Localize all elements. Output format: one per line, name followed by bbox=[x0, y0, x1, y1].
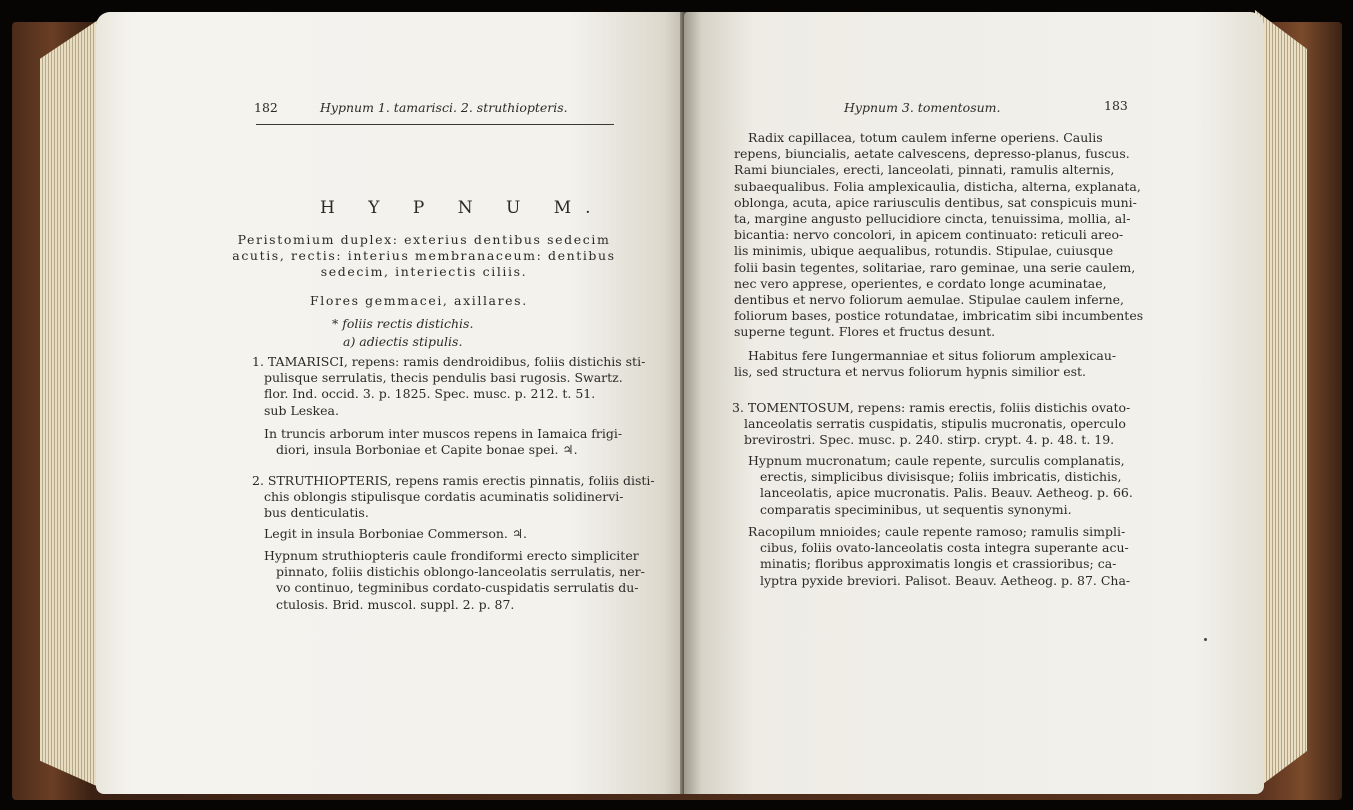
description-line: lis minimis, ubique aequalibus, rotundis. Stipulae, cuiusque bbox=[734, 243, 1114, 259]
description-line: bicantia: nervo concolori, in apicem continuato: reticuli areo- bbox=[734, 227, 1124, 243]
description-line: foliorum bases, postice rotundatae, imbricatim sibi incumbentes bbox=[734, 308, 1144, 324]
species-entry-tamarisci bbox=[252, 354, 645, 419]
entry-line: 1. TAMARISCI, repens: ramis dendroidibus, foliis distichis sti- bbox=[252, 354, 646, 369]
habitus-line: lis, sed structura et nervus foliorum hypnis similior est. bbox=[734, 364, 1087, 380]
synonym-line: comparatis speciminibus, ut sequentis synonymi. bbox=[760, 501, 1072, 517]
description-line: nec vero apprese, operientes, e cordato longe acuminatae, bbox=[734, 275, 1107, 291]
description-line: superne tegunt. Flores et fructus desunt. bbox=[734, 324, 996, 340]
ink-spot bbox=[1204, 638, 1207, 641]
description-line: repens, biuncialis, aetate calvescens, depresso-planus, fuscus. bbox=[734, 146, 1130, 162]
entry-line: bus denticulatis. bbox=[264, 505, 369, 521]
entry-line: 3. TOMENTOSUM, repens: ramis erectis, foliis distichis ovato- bbox=[732, 400, 1131, 415]
synonym-line: cibus, foliis ovato-lanceolatis costa integra superante acu- bbox=[760, 540, 1129, 556]
peristome-description bbox=[224, 232, 624, 281]
right-page bbox=[684, 12, 1264, 794]
description-line: subaequalibus. Folia amplexicaulia, disticha, alterna, explanata, bbox=[734, 178, 1141, 194]
entry-line: 2. STRUTHIOPTERIS, repens ramis erectis pinnatis, foliis disti- bbox=[252, 473, 655, 488]
description-line: dentibus et nervo foliorum aemulae. Stipulae caulem inferne, bbox=[734, 292, 1125, 308]
peristome-line: Peristomium duplex: exterius dentibus sedecim bbox=[237, 232, 611, 247]
peristome-line: sedecim, interiectis ciliis. bbox=[320, 264, 528, 280]
species-entry-tomentosum bbox=[732, 400, 1130, 449]
description-line: ta, margine angusto pellucidiore cincta, tenuissima, mollia, al- bbox=[734, 211, 1131, 227]
description-line: Rami biunciales, erecti, lanceolati, pinnati, ramulis alternis, bbox=[734, 162, 1115, 178]
synonym-line: ctulosis. Brid. muscol. suppl. 2. p. 87. bbox=[276, 596, 515, 612]
species-entry-struthiopteris bbox=[252, 473, 655, 522]
right-page-number: 183 bbox=[1104, 98, 1128, 113]
synonym-line: Hypnum struthiopteris caule frondiformi erecto simpliciter bbox=[264, 548, 639, 563]
entry-line: chis oblongis stipulisque cordatis acuminatis solidinervi- bbox=[264, 489, 624, 505]
section-heading-b: a) adiectis stipulis. bbox=[343, 334, 463, 349]
left-page-number: 182 bbox=[254, 100, 278, 115]
genus-title: H Y P N U M. bbox=[320, 198, 605, 218]
synonym-line: lanceolatis, apice mucronatis. Palis. Beauv. Aetheog. p. 66. bbox=[760, 485, 1133, 501]
habitus-line: Habitus fere Iungermanniae et situs foliorum amplexicau- bbox=[748, 348, 1117, 363]
synonym-line: minatis; floribus approximatis longis et crassioribus; ca- bbox=[760, 556, 1117, 572]
left-page bbox=[96, 12, 688, 794]
flores-line: Flores gemmacei, axillares. bbox=[310, 293, 528, 308]
synonym-mucronatum bbox=[748, 453, 1133, 518]
description-line: oblonga, acuta, apice rariusculis dentibus, sat conspicuis muni- bbox=[734, 194, 1137, 210]
synonym-line: lyptra pyxide breviori. Palisot. Beauv. Aetheog. p. 87. Cha- bbox=[760, 572, 1131, 588]
left-running-head: Hypnum 1. tamarisci. 2. struthiopteris. bbox=[320, 100, 568, 115]
synonym-struthiopteris bbox=[264, 548, 645, 613]
synonym-line: vo continuo, tegminibus cordato-cuspidatis serrulatis du- bbox=[276, 580, 639, 596]
synonym-line: erectis, simplicibus divisisque; foliis imbricatis, distichis, bbox=[760, 469, 1122, 485]
description-tomentosum bbox=[734, 130, 1143, 341]
entry-line: lanceolatis serratis cuspidatis, stipulis mucronatis, operculo bbox=[744, 416, 1126, 432]
synonym-line: pinnato, foliis distichis oblongo-lanceolatis serrulatis, ner- bbox=[276, 564, 645, 580]
synonym-line: Racopilum mnioides; caule repente ramoso; ramulis simpli- bbox=[748, 524, 1126, 539]
description-line: Radix capillacea, totum caulem inferne operiens. Caulis bbox=[748, 130, 1103, 145]
habitat-line: In truncis arborum inter muscos repens in Iamaica frigi- bbox=[264, 426, 623, 441]
entry-line: brevirostri. Spec. musc. p. 240. stirp. crypt. 4. p. 48. t. 19. bbox=[744, 432, 1115, 448]
entry-line: pulisque serrulatis, thecis pendulis basi rugosis. Swartz. bbox=[264, 370, 623, 386]
habitat-struthiopteris: Legit in insula Borboniae Commerson. ♃. bbox=[264, 526, 528, 541]
habitat-line: diori, insula Borboniae et Capite bonae spei. ♃. bbox=[276, 442, 578, 458]
synonym-racopilum bbox=[748, 524, 1130, 589]
synonym-line: Hypnum mucronatum; caule repente, surculis complanatis, bbox=[748, 453, 1125, 468]
peristome-line: acutis, rectis: interius membranaceum: dentibus bbox=[232, 248, 616, 264]
habitus-note bbox=[734, 348, 1116, 380]
description-line: folii basin tegentes, solitariae, raro geminae, una serie caulem, bbox=[734, 259, 1136, 275]
entry-line: sub Leskea. bbox=[264, 402, 339, 418]
header-rule bbox=[256, 124, 614, 125]
section-heading-a: * foliis rectis distichis. bbox=[332, 316, 474, 331]
entry-line: flor. Ind. occid. 3. p. 1825. Spec. musc. p. 212. t. 51. bbox=[264, 386, 596, 402]
habitat-tamarisci bbox=[264, 426, 622, 458]
right-running-head: Hypnum 3. tomentosum. bbox=[844, 100, 1001, 115]
